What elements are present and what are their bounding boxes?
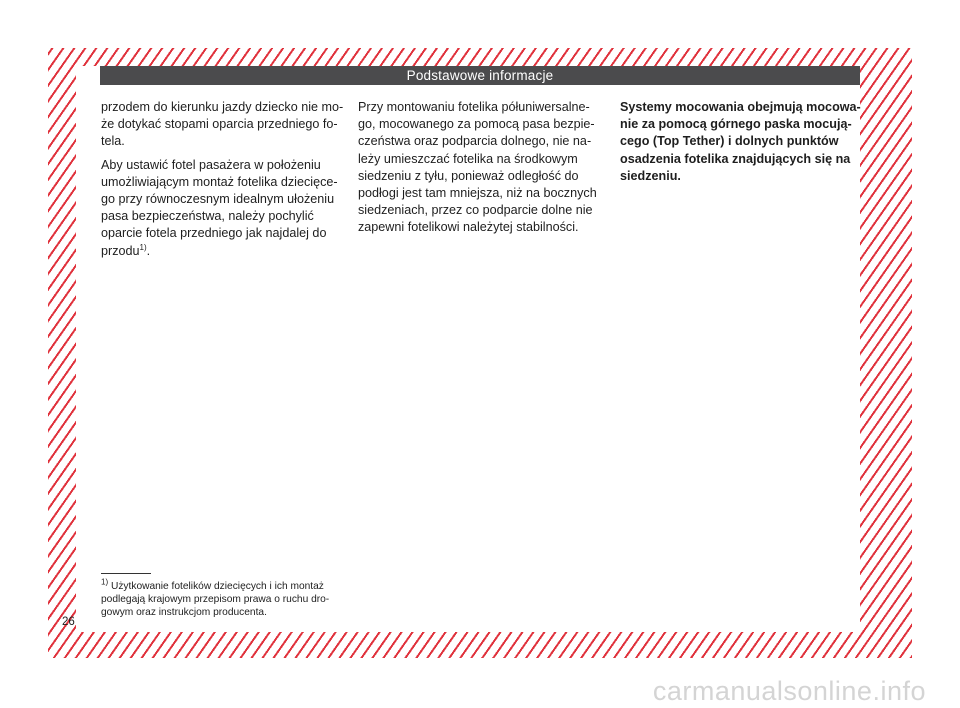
section-header: [100, 66, 860, 85]
footnote-divider: [101, 573, 151, 574]
watermark: carmanualsonline.info: [652, 676, 926, 706]
paragraph: Przy montowaniu fotelika półuniwersalne- go, mocowanego za pomocą pasa bezpie- czeństwa oraz podparcia dolnego, nie na- leży umieszczać fotelika na środkowym siedzeniu z tyłu, ponieważ odległość do podłogi jest tam mniejsza, niż na bocznych siedzeniach, przez co podparcie dolne nie zapewni fotelikowi należytej stabilności.: [358, 100, 597, 235]
footnote-text: Użytkowanie fotelików dziecięcych i ich montaż podlegają krajowym przepisom prawa o ruchu dro- gowym oraz instrukcjom producenta.: [101, 581, 330, 618]
footnote: [101, 577, 346, 619]
text-column-2: [358, 99, 603, 243]
text-column-3: [620, 99, 865, 191]
bold-paragraph: Systemy mocowania obejmują mocowa- nie za pomocą górnego paska mocują- cego (Top Tether) i dolnych punktów osadzenia fotelika znajdujących się na siedzeniu.: [620, 100, 861, 183]
footnote-reference[interactable]: 1): [139, 242, 147, 252]
paragraph: [101, 157, 346, 260]
section-title: Podstawowe informacje: [406, 68, 554, 83]
paragraph-text: Aby ustawić fotel pasażera w położeniu umożliwiającym montaż fotelika dziecięce- go przy równoczesnym idealnym ułożeniu pasa bezpieczeństwa, należy pochylić oparcie fotela przedniego jak najdalej do przodu: [101, 157, 338, 258]
page-number: 26: [62, 616, 75, 628]
paragraph-end: .: [146, 243, 151, 258]
text-column-1: [101, 99, 346, 266]
paragraph: przodem do kierunku jazdy dziecko nie mo- że dotykać stopami oparcia przedniego fo- tela.: [101, 100, 344, 149]
footnote-marker: 1): [101, 577, 109, 587]
